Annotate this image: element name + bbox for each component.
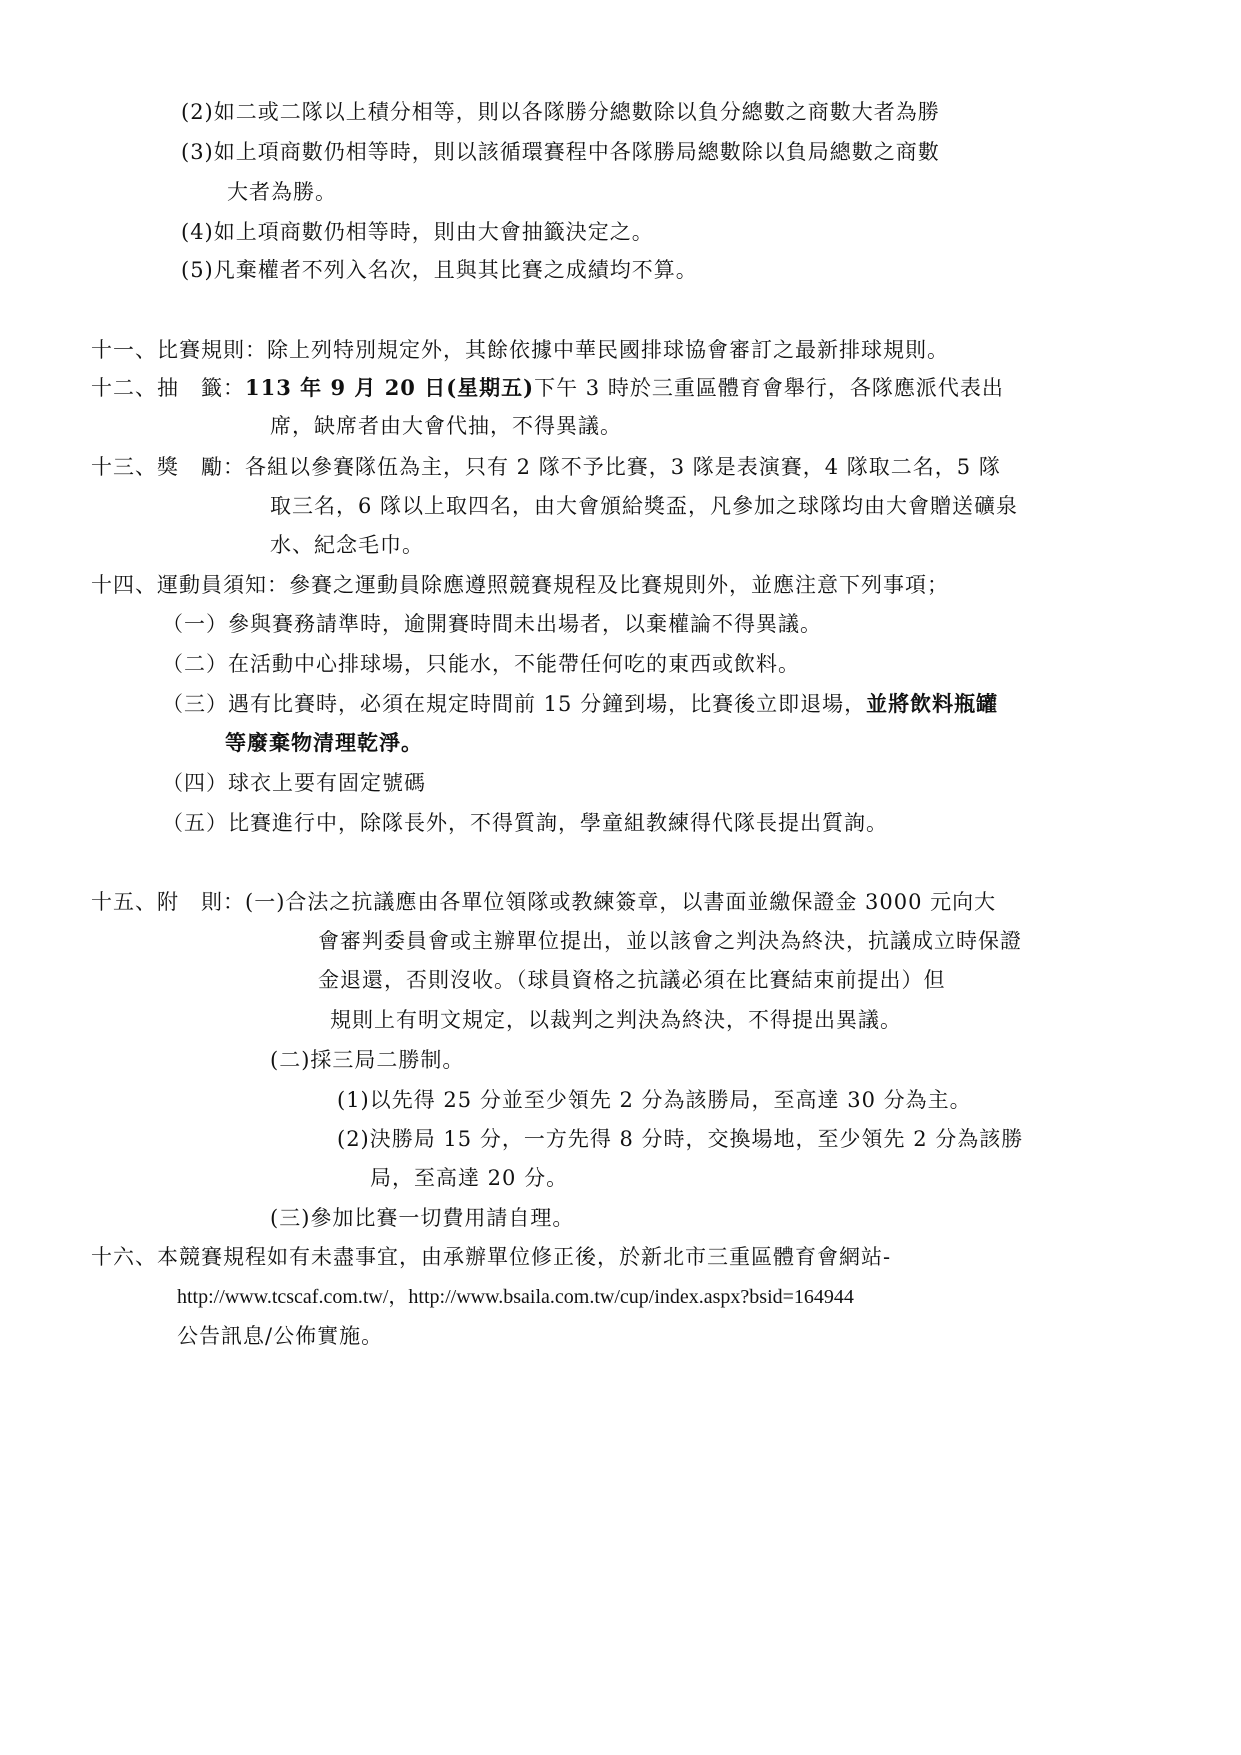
section-11: 十一、比賽規則：除上列特別規定外，其餘依據中華民國排球協會審訂之最新排球規則。 xyxy=(91,338,949,362)
section-13: 十三、獎 勵：各組以參賽隊伍為主，只有 2 隊不予比賽，3 隊是表演賽，4 隊取二名，5 隊 xyxy=(91,455,1001,479)
section-15-cont-1: 會審判委員會或主辦單位提出，並以該會之判決為終決，抗議成立時保證 xyxy=(318,929,1022,953)
rule-4-text: (4)如上項商數仍相等時，則由大會抽籤決定之。 xyxy=(181,220,654,244)
section-12 xyxy=(91,374,1004,402)
section-15-item-2-rule-2: (2)決勝局 15 分，一方先得 8 分時，交換場地，至少領先 2 分為該勝 xyxy=(337,1127,1024,1151)
section-12-cont: 席，缺席者由大會代抽，不得異議。 xyxy=(270,414,622,438)
section-14-item-3 xyxy=(162,690,998,718)
section-12-date: 113 年 9 月 20 日(星期五) xyxy=(245,375,535,400)
section-16-cont: 公告訊息/公佈實施。 xyxy=(177,1324,384,1348)
section-15-item-2-rule-2-cont: 局，至高達 20 分。 xyxy=(370,1166,569,1190)
section-14-item-1: （一）參與賽務請準時，逾開賽時間未出場者，以棄權論不得異議。 xyxy=(162,612,822,636)
section-15-item-2: (二)採三局二勝制。 xyxy=(270,1048,465,1072)
section-13-cont-2: 水、紀念毛巾。 xyxy=(270,533,424,557)
section-14-item-5: （五）比賽進行中，除隊長外，不得質詢，學童組教練得代隊長提出質詢。 xyxy=(162,811,888,835)
section-15: 十五、附 則：(一)合法之抗議應由各單位領隊或教練簽章，以書面並繳保證金 3000 元向大 xyxy=(91,890,997,914)
section-14-item-3-emphasis: 並將飲料瓶罐 xyxy=(866,691,999,716)
section-13-cont-1: 取三名，6 隊以上取四名，由大會頒給獎盃，凡參加之球隊均由大會贈送礦泉 xyxy=(270,494,1019,518)
section-14-item-3-emphasis-cont: 等廢棄物清理乾淨。 xyxy=(225,730,423,755)
rule-3-text: (3)如上項商數仍相等時，則以該循環賽程中各隊勝局總數除以負局總數之商數 xyxy=(181,140,940,164)
section-14-item-2: （二）在活動中心排球場，只能水，不能帶任何吃的東西或飲料。 xyxy=(162,652,800,676)
section-12-heading: 十二、抽 籤： xyxy=(91,376,245,400)
section-15-item-3: (三)參加比賽一切費用請自理。 xyxy=(270,1206,575,1230)
section-14-item-3-text: （三）遇有比賽時，必須在規定時間前 15 分鐘到場，比賽後立即退場， xyxy=(162,692,867,716)
rule-2-text: (2)如二或二隊以上積分相等，則以各隊勝分總數除以負分總數之商數大者為勝 xyxy=(181,100,940,124)
rule-5-text: (5)凡棄權者不列入名次，且與其比賽之成績均不算。 xyxy=(181,258,698,282)
section-16: 十六、本競賽規程如有未盡事宜，由承辦單位修正後，於新北市三重區體育會網站- xyxy=(91,1245,892,1269)
rule-3-cont: 大者為勝。 xyxy=(227,180,337,204)
section-15-cont-3: 規則上有明文規定，以裁判之判決為終決，不得提出異議。 xyxy=(330,1008,902,1032)
section-14-item-4: （四）球衣上要有固定號碼 xyxy=(162,771,426,795)
section-14: 十四、運動員須知：參賽之運動員除應遵照競賽規程及比賽規則外，並應注意下列事項； xyxy=(91,573,949,597)
section-15-item-2-rule-1: (1)以先得 25 分並至少領先 2 分為該勝局，至高達 30 分為主。 xyxy=(337,1088,972,1112)
section-15-cont-2: 金退還，否則沒收。（球員資格之抗議必須在比賽結束前提出）但 xyxy=(318,968,946,992)
section-12-text: 下午 3 時於三重區體育會舉行，各隊應派代表出 xyxy=(534,376,1004,400)
section-16-urls: http://www.tcscaf.com.tw/，http://www.bsaila.com.tw/cup/index.aspx?bsid=164944 xyxy=(177,1286,854,1308)
